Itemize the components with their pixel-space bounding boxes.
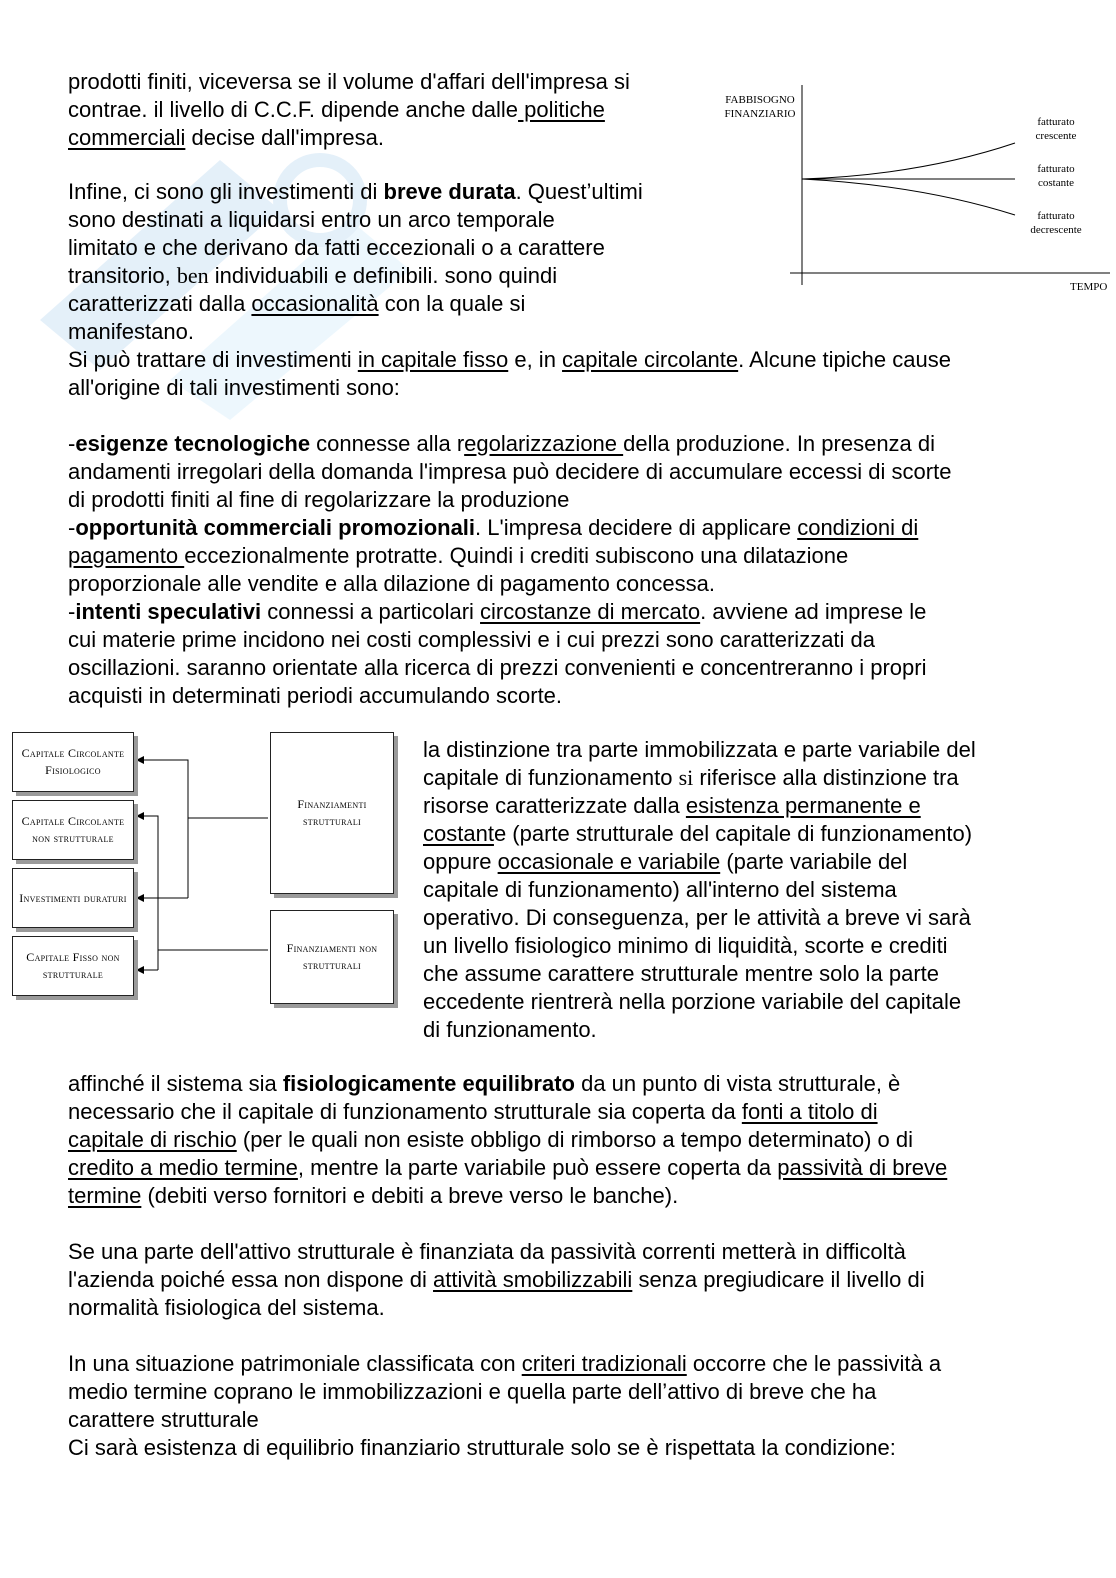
text: transitorio, [68, 263, 177, 288]
text: , mentre la parte variabile può essere coperta da [297, 1155, 778, 1180]
text-line: di prodotti finiti al fine di regolarizzare la produzione [68, 487, 570, 512]
text-line: manifestano. [68, 319, 194, 344]
text-line: la distinzione tra parte immobilizzata e parte variabile del [423, 737, 976, 762]
box-capitale-circolante-non-strutturale [12, 800, 134, 860]
underlined-term: politiche [518, 97, 605, 122]
bold-term: fisiologicamente equilibrato [282, 1071, 575, 1096]
bold-term: esigenze tecnologiche [75, 431, 311, 456]
text: - [68, 515, 76, 540]
text-line: prodotti finiti, viceversa se il volume d'affari dell'impresa si [68, 69, 630, 94]
underlined-term: attività smobilizzabili [433, 1267, 633, 1292]
text-line: di funzionamento. [423, 1017, 597, 1042]
text: In una situazione patrimoniale classificata con [68, 1351, 522, 1376]
text: caratterizzati dalla [68, 291, 252, 316]
text-line: acquisti in determinati periodi accumulando scorte. [68, 683, 563, 708]
box-finanziamenti-strutturali [270, 732, 394, 894]
legend-costante [1016, 162, 1096, 190]
text-line: Ci sarà esistenza di equilibrio finanziario strutturale solo se è rispettata la condizione: [68, 1435, 896, 1460]
box-capitale-fisso-non-strutturale [12, 936, 134, 996]
text: . Quest’ultimi [515, 179, 643, 204]
text: Si può trattare di investimenti [68, 347, 358, 372]
text: individuabili e definibili. sono quindi [208, 263, 558, 288]
text: - [68, 431, 76, 456]
bold-term: breve durata [383, 179, 516, 204]
box-label: Investimenti duraturi [19, 890, 127, 905]
text-line: all'origine di tali investimenti sono: [68, 375, 400, 400]
underlined-term: occasionalità [251, 291, 379, 316]
underlined-term: fonti a titolo di [741, 1099, 878, 1124]
text: . avviene ad imprese le [700, 599, 927, 624]
text-line: eccedente rientrerà nella porzione variabile del capitale [423, 989, 962, 1014]
text-line: Se una parte dell'attivo strutturale è finanziata da passività correnti metterà in difficoltà [68, 1239, 906, 1264]
text-line: sono destinati a liquidarsi entro un arco temporale [68, 207, 555, 232]
paragraph-situazione-patrimoniale [68, 1350, 941, 1462]
text-line: normalità fisiologica del sistema. [68, 1295, 385, 1320]
box-investimenti-duraturi [12, 868, 134, 928]
underlined-term: capitale circolante [562, 347, 739, 372]
paragraph-intro [68, 68, 630, 152]
underlined-term: termine [68, 1183, 142, 1208]
underlined-term: in capitale fisso [357, 347, 509, 372]
text: con la quale si [378, 291, 526, 316]
legend-line: fatturato [1037, 116, 1075, 128]
causes-list [68, 430, 951, 710]
text-line: contrae. il livello di C.C.F. dipende anche dalle [68, 97, 519, 122]
legend-decrescente [1016, 209, 1096, 237]
text-line: capitale di funzionamento) all'interno del sistema [423, 877, 897, 902]
paragraph-attivo-strutturale [68, 1238, 925, 1322]
text: ben [176, 263, 209, 288]
text: senza pregiudicare il livello di [632, 1267, 925, 1292]
text: riferisce alla distinzione tra [693, 765, 959, 790]
box-label: Finanziamenti strutturali [297, 797, 367, 828]
text: della produzione. In presenza di [623, 431, 936, 456]
bold-term: intenti speculativi [75, 599, 262, 624]
text: da un punto di vista strutturale, è [574, 1071, 901, 1096]
box-label: Finanziamenti non strutturali [286, 941, 378, 972]
text: (per le quali non esiste obbligo di rimborso a tempo determinato) o di [236, 1127, 914, 1152]
paragraph-equilibrio [68, 1070, 947, 1210]
legend-line: costante [1037, 177, 1075, 189]
box-label: Capitale Circolante non strutturale [21, 814, 125, 845]
financing-diagram [10, 730, 405, 1015]
text-line: limitato e che derivano da fatti eccezionali o a carattere [68, 235, 605, 260]
underlined-term: passività di breve [777, 1155, 948, 1180]
text-line: proporzionale alle vendite e alla dilazione di pagamento concessa. [68, 571, 715, 596]
underlined-term: credito a medio termine [68, 1155, 298, 1180]
text: e, in [508, 347, 563, 372]
chart-ylabel [720, 93, 800, 121]
text: l'azienda poiché essa non dispone di [68, 1267, 434, 1292]
text-line: carattere strutturale [68, 1407, 259, 1432]
underlined-term: pagamento [68, 543, 185, 568]
box-finanziamenti-non-strutturali [270, 910, 394, 1004]
chart-xlabel: TEMPO [1070, 281, 1108, 293]
box-label: Capitale Circolante Fisiologico [21, 746, 125, 777]
text: connessi a particolari [261, 599, 481, 624]
text-line: decise dall'impresa. [185, 125, 384, 150]
text: affinché il sistema sia [68, 1071, 283, 1096]
text: (parte variabile del [720, 849, 908, 874]
legend-crescente [1016, 115, 1096, 143]
text-line: medio termine coprano le immobilizzazioni e quella parte dell’attivo di breve che ha [68, 1379, 877, 1404]
text-line: che assume carattere strutturale mentre solo la parte [423, 961, 940, 986]
text: risorse caratterizzate dalla [423, 793, 686, 818]
text: necessario che il capitale di funzionamento strutturale sia coperta da [68, 1099, 742, 1124]
text: connesse alla r [310, 431, 465, 456]
underlined-term: costant [423, 821, 494, 846]
text: si [678, 765, 694, 790]
bold-term: opportunità commerciali promozionali [75, 515, 476, 540]
legend-line: fatturato [1037, 163, 1075, 175]
box-label: Capitale Fisso non strutturale [26, 950, 120, 981]
text: (debiti verso fornitori e debiti a breve verso le banche). [141, 1183, 679, 1208]
text-line: oscillazioni. saranno orientate alla ricerca di prezzi convenienti e concentreranno i propri [68, 655, 927, 680]
text: - [68, 599, 76, 624]
text: e (parte strutturale del capitale di funzionamento) [493, 821, 973, 846]
box-capitale-circolante-fisiologico [12, 732, 134, 792]
chart-ylabel-line: FINANZIARIO [724, 108, 796, 120]
underlined-term: occasionale e variabile [497, 849, 721, 874]
text: . L'impresa decidere di applicare [475, 515, 798, 540]
text: . Alcune tipiche cause [738, 347, 951, 372]
fabbisogno-chart [720, 85, 1112, 300]
text-line: operativo. Di conseguenza, per le attività a breve vi sarà [423, 905, 971, 930]
legend-line: fatturato [1037, 210, 1075, 222]
underlined-term: criteri tradizionali [521, 1351, 687, 1376]
curve-decrescente [802, 179, 1015, 215]
legend-line: decrescente [1030, 224, 1082, 236]
text: Infine, ci sono gli investimenti di [68, 179, 384, 204]
underlined-term: esistenza permanente e [685, 793, 921, 818]
curve-crescente [802, 143, 1015, 179]
text: occorre che le passività a [686, 1351, 942, 1376]
underlined-term: commerciali [68, 125, 186, 150]
underlined-term: capitale di rischio [68, 1127, 237, 1152]
text: capitale di funzionamento [423, 765, 679, 790]
underlined-term: condizioni di [797, 515, 919, 540]
chart-ylabel-line: FABBISOGNO [725, 94, 795, 106]
text-line: un livello fisiologico minimo di liquidità, scorte e crediti [423, 933, 948, 958]
text-line: andamenti irregolari della domanda l'impresa può decidere di accumulare eccessi di scorte [68, 459, 952, 484]
text: oppure [423, 849, 498, 874]
underlined-term: circostanze di mercato [480, 599, 701, 624]
underlined-term: egolarizzazione [464, 431, 624, 456]
legend-line: crescente [1035, 130, 1077, 142]
text: eccezionalmente protratte. Quindi i crediti subiscono una dilatazione [184, 543, 849, 568]
paragraph-distinzione [423, 736, 976, 1044]
text-line: cui materie prime incidono nei costi complessivi e i cui prezzi sono caratterizzati da [68, 627, 876, 652]
